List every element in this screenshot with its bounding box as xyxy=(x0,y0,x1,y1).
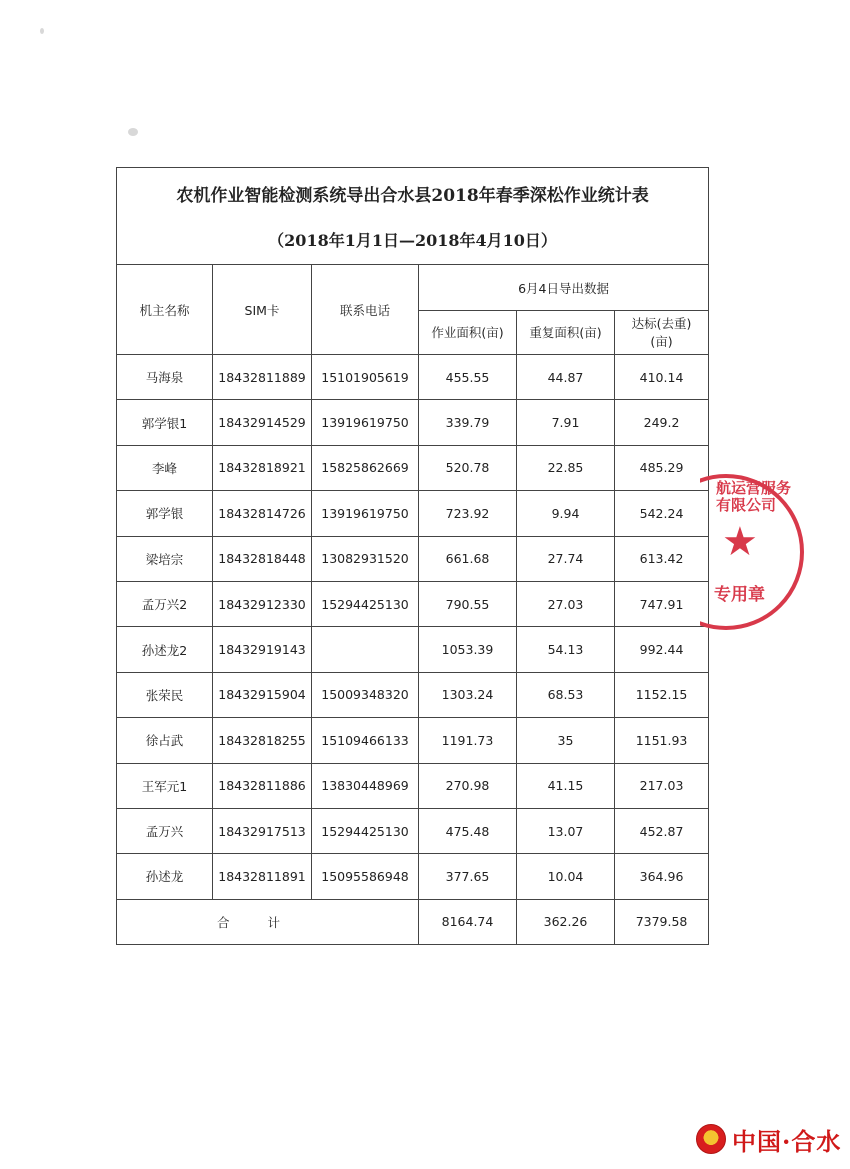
total-qualified-cell: 7379.58 xyxy=(615,899,709,944)
title-main: 农机作业智能检测系统导出合水县2018年春季深松作业统计表 xyxy=(176,186,649,206)
owner-name-cell: 李峰 xyxy=(117,445,213,490)
qualified-area-cell: 542.24 xyxy=(615,491,709,536)
watermark xyxy=(696,1122,841,1156)
table-row xyxy=(117,355,709,400)
repeat-area-cell: 27.74 xyxy=(517,536,615,581)
table-row xyxy=(117,627,709,672)
repeat-area-cell: 27.03 xyxy=(517,581,615,626)
repeat-area-cell: 22.85 xyxy=(517,445,615,490)
table-row xyxy=(117,672,709,717)
table-row xyxy=(117,854,709,899)
repeat-area-cell: 13.07 xyxy=(517,808,615,853)
phone-cell xyxy=(312,627,419,672)
seal-text-top: 航运营服务有限公司 xyxy=(716,479,792,514)
repeat-area-cell: 10.04 xyxy=(517,854,615,899)
sim-cell: 18432912330 xyxy=(213,581,312,626)
sim-cell: 18432915904 xyxy=(213,672,312,717)
owner-name-cell: 郭学银 xyxy=(117,491,213,536)
work-area-cell: 475.48 xyxy=(419,808,517,853)
work-area-cell: 1191.73 xyxy=(419,718,517,763)
header-qualified-area: 达标(去重)(亩) xyxy=(615,311,709,355)
owner-name-cell: 徐占武 xyxy=(117,718,213,763)
phone-cell: 15825862669 xyxy=(312,445,419,490)
total-repeat-cell: 362.26 xyxy=(517,899,615,944)
owner-name-cell: 孟万兴2 xyxy=(117,581,213,626)
owner-name-cell: 孙述龙 xyxy=(117,854,213,899)
owner-name-cell: 郭学银1 xyxy=(117,400,213,445)
title-date-range: （2018年1月1日—2018年4月10日） xyxy=(268,231,557,250)
table-row xyxy=(117,808,709,853)
qualified-area-cell: 1152.15 xyxy=(615,672,709,717)
sim-cell: 18432919143 xyxy=(213,627,312,672)
repeat-area-cell: 68.53 xyxy=(517,672,615,717)
qualified-area-cell: 452.87 xyxy=(615,808,709,853)
qualified-area-cell: 249.2 xyxy=(615,400,709,445)
qualified-area-cell: 613.42 xyxy=(615,536,709,581)
phone-cell: 15294425130 xyxy=(312,808,419,853)
work-area-cell: 270.98 xyxy=(419,763,517,808)
phone-cell: 13082931520 xyxy=(312,536,419,581)
table-row xyxy=(117,581,709,626)
header-sim: SIM卡 xyxy=(213,265,312,355)
qualified-area-cell: 1151.93 xyxy=(615,718,709,763)
header-work-area: 作业面积(亩) xyxy=(419,311,517,355)
phone-cell: 15095586948 xyxy=(312,854,419,899)
total-label-cell: 合计 xyxy=(117,899,419,944)
scan-speck xyxy=(128,128,138,136)
owner-name-cell: 马海泉 xyxy=(117,355,213,400)
statistics-table xyxy=(116,167,709,945)
work-area-cell: 377.65 xyxy=(419,854,517,899)
sim-cell: 18432818921 xyxy=(213,445,312,490)
qualified-area-cell: 217.03 xyxy=(615,763,709,808)
sim-cell: 18432814726 xyxy=(213,491,312,536)
phone-cell: 13919619750 xyxy=(312,400,419,445)
seal-text-bottom: 专用章 xyxy=(714,585,765,605)
table-row xyxy=(117,763,709,808)
work-area-cell: 455.55 xyxy=(419,355,517,400)
phone-cell: 15109466133 xyxy=(312,718,419,763)
work-area-cell: 1053.39 xyxy=(419,627,517,672)
phone-cell: 15009348320 xyxy=(312,672,419,717)
sim-cell: 18432811891 xyxy=(213,854,312,899)
owner-name-cell: 孙述龙2 xyxy=(117,627,213,672)
owner-name-cell: 王军元1 xyxy=(117,763,213,808)
sim-cell: 18432811886 xyxy=(213,763,312,808)
qualified-area-cell: 364.96 xyxy=(615,854,709,899)
phone-cell: 15294425130 xyxy=(312,581,419,626)
work-area-cell: 339.79 xyxy=(419,400,517,445)
table-title xyxy=(117,168,709,265)
repeat-area-cell: 41.15 xyxy=(517,763,615,808)
header-owner: 机主名称 xyxy=(117,265,213,355)
repeat-area-cell: 54.13 xyxy=(517,627,615,672)
work-area-cell: 723.92 xyxy=(419,491,517,536)
scan-speck xyxy=(40,28,44,34)
table-row xyxy=(117,536,709,581)
sim-cell: 18432818255 xyxy=(213,718,312,763)
work-area-cell: 790.55 xyxy=(419,581,517,626)
table-row xyxy=(117,445,709,490)
header-export-group: 6月4日导出数据 xyxy=(419,265,709,311)
star-icon: ★ xyxy=(722,519,758,565)
table-row xyxy=(117,491,709,536)
qualified-area-cell: 747.91 xyxy=(615,581,709,626)
qualified-area-cell: 410.14 xyxy=(615,355,709,400)
total-row xyxy=(117,899,709,944)
qualified-area-cell: 992.44 xyxy=(615,627,709,672)
work-area-cell: 661.68 xyxy=(419,536,517,581)
sim-cell: 18432914529 xyxy=(213,400,312,445)
work-area-cell: 1303.24 xyxy=(419,672,517,717)
owner-name-cell: 张荣民 xyxy=(117,672,213,717)
official-seal xyxy=(700,470,812,630)
repeat-area-cell: 7.91 xyxy=(517,400,615,445)
owner-name-cell: 孟万兴 xyxy=(117,808,213,853)
header-repeat-area: 重复面积(亩) xyxy=(517,311,615,355)
table-row xyxy=(117,400,709,445)
total-work-cell: 8164.74 xyxy=(419,899,517,944)
phone-cell: 13919619750 xyxy=(312,491,419,536)
national-emblem-icon xyxy=(696,1124,726,1154)
sim-cell: 18432811889 xyxy=(213,355,312,400)
qualified-area-cell: 485.29 xyxy=(615,445,709,490)
repeat-area-cell: 9.94 xyxy=(517,491,615,536)
watermark-text: 中国·合水 xyxy=(732,1126,842,1156)
phone-cell: 13830448969 xyxy=(312,763,419,808)
sim-cell: 18432818448 xyxy=(213,536,312,581)
repeat-area-cell: 44.87 xyxy=(517,355,615,400)
repeat-area-cell: 35 xyxy=(517,718,615,763)
phone-cell: 15101905619 xyxy=(312,355,419,400)
sim-cell: 18432917513 xyxy=(213,808,312,853)
table-row xyxy=(117,718,709,763)
work-area-cell: 520.78 xyxy=(419,445,517,490)
owner-name-cell: 梁培宗 xyxy=(117,536,213,581)
header-phone: 联系电话 xyxy=(312,265,419,355)
